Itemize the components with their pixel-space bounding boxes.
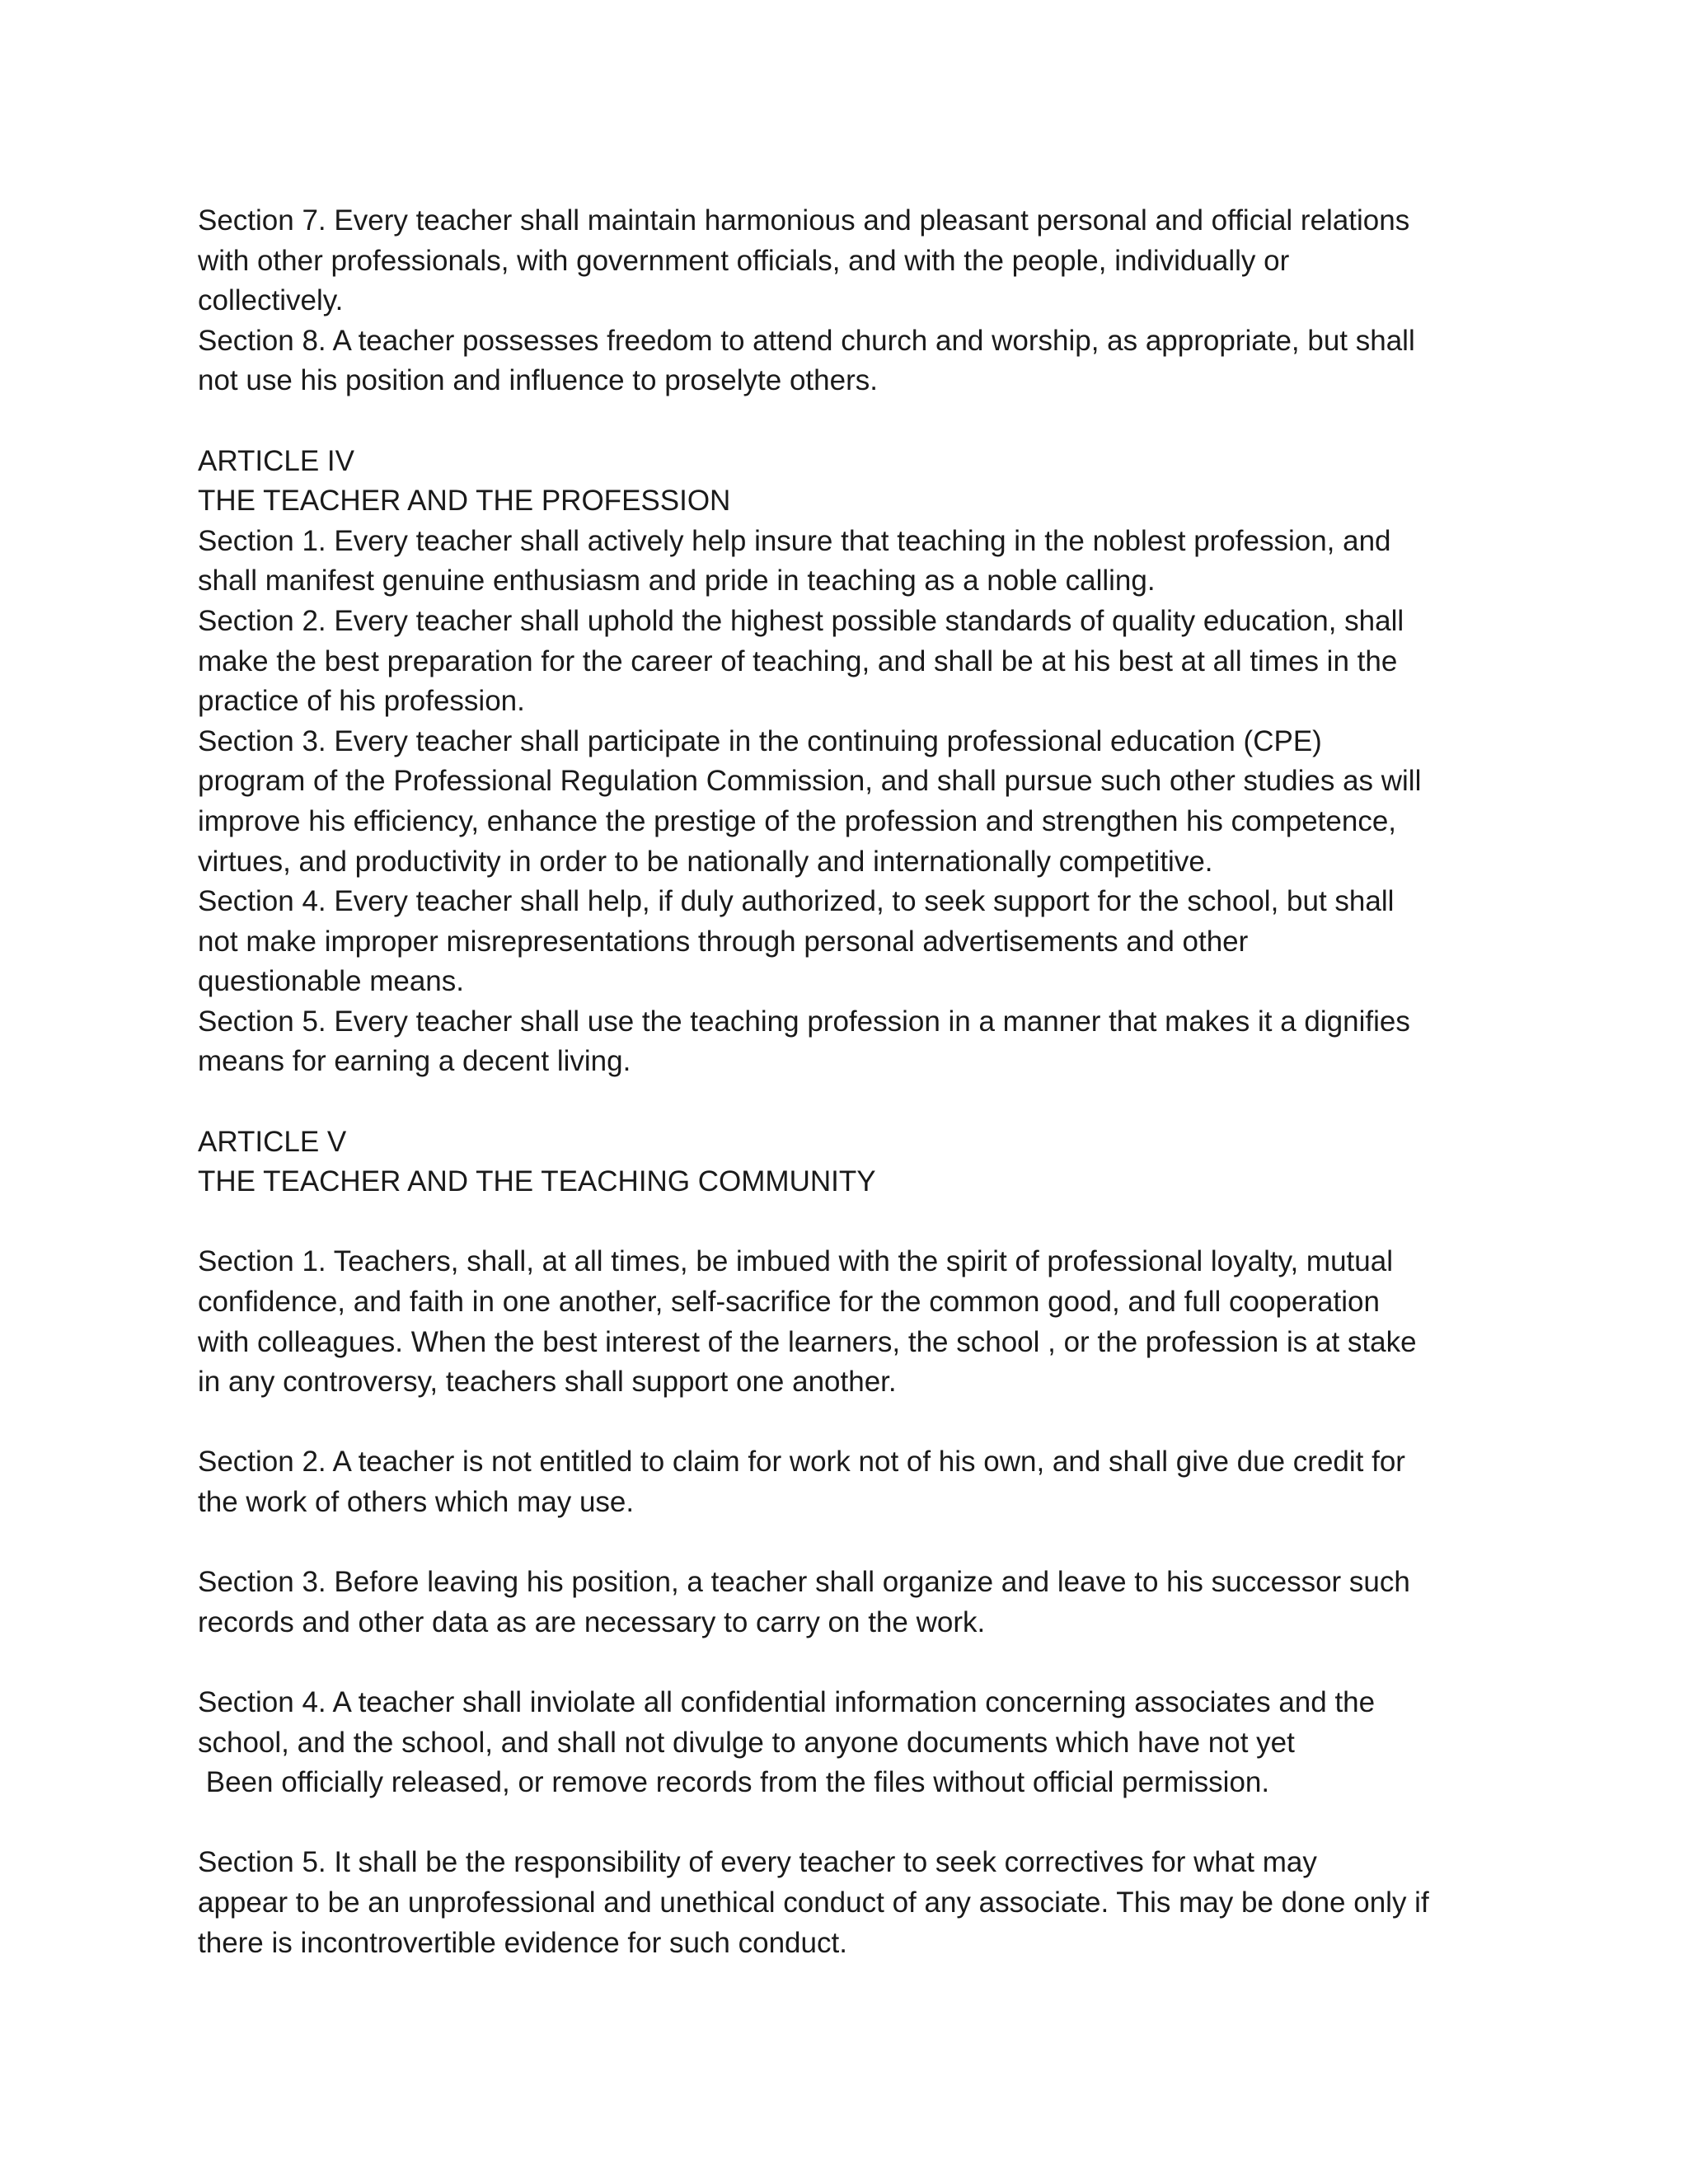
article-title: THE TEACHER AND THE TEACHING COMMUNITY [198,1165,876,1198]
text-line: Section 2. Every teacher shall uphold the highest possible standards of quality education, shall [198,604,1404,637]
blank-line [198,1523,1484,1563]
text-line: Section 3. Before leaving his position, a teacher shall organize and leave to his successor such [198,1566,1410,1599]
text-line: Section 7. Every teacher shall maintain harmonious and pleasant personal and official relations [198,204,1410,237]
article-heading: ARTICLE V [198,1125,347,1158]
text-line: confidence, and faith in one another, self-sacrifice for the common good, and full cooperation [198,1286,1380,1319]
blank-line [198,401,1484,442]
blank-line [198,1803,1484,1844]
text-line: shall manifest genuine enthusiasm and pride in teaching as a noble calling. [198,565,1156,598]
blank-line [198,1082,1484,1122]
text-line: improve his efficiency, enhance the prestige of the profession and strengthen his competence, [198,804,1397,837]
text-line: the work of others which may use. [198,1486,635,1518]
text-line: means for earning a decent living. [198,1045,631,1078]
text-line: not make improper misrepresentations through personal advertisements and other [198,925,1249,958]
blank-line [198,1403,1484,1443]
text-line: Been officially released, or remove records from the files without official permission. [198,1766,1270,1799]
text-line: with other professionals, with government officials, and with the people, individually or [198,244,1290,277]
document-page [198,201,1484,1963]
text-line: appear to be an unprofessional and unethical conduct of any associate. This may be done only if [198,1886,1429,1919]
text-line: with colleagues. When the best interest of the learners, the school , or the profession is at stake [198,1325,1417,1358]
text-line: practice of his profession. [198,685,525,718]
text-line: Section 5. It shall be the responsibility of every teacher to seek correctives for what may [198,1846,1317,1879]
article-heading: ARTICLE IV [198,444,354,477]
text-line: virtues, and productivity in order to be nationally and internationally competitive. [198,845,1213,878]
text-line: there is incontrovertible evidence for such conduct. [198,1926,847,1959]
text-line: program of the Professional Regulation Commission, and shall pursue such other studies as will [198,765,1422,798]
text-line: Section 4. Every teacher shall help, if duly authorized, to seek support for the school, but shall [198,885,1395,918]
text-line: not use his position and influence to proselyte others. [198,364,878,397]
text-line: Section 8. A teacher possesses freedom to attend church and worship, as appropriate, but shall [198,324,1415,357]
text-line: make the best preparation for the career of teaching, and shall be at his best at all times in the [198,644,1398,677]
article-title: THE TEACHER AND THE PROFESSION [198,485,731,518]
text-line: Section 1. Teachers, shall, at all times, be imbued with the spirit of professional loyalty, mutual [198,1245,1393,1278]
blank-line [198,1202,1484,1243]
text-line: Section 3. Every teacher shall participate in the continuing professional education (CPE) [198,724,1322,757]
text-line: school, and the school, and shall not divulge to anyone documents which have not yet [198,1726,1295,1759]
text-line: questionable means. [198,965,464,998]
text-line: in any controversy, teachers shall support one another. [198,1366,897,1399]
text-line: collectively. [198,284,344,317]
text-line: Section 2. A teacher is not entitled to claim for work not of his own, and shall give due credit for [198,1446,1405,1479]
blank-line [198,1643,1484,1683]
text-line: Section 1. Every teacher shall actively help insure that teaching in the noblest profession, and [198,524,1391,557]
text-line: records and other data as are necessary to carry on the work. [198,1605,986,1638]
text-line: Section 5. Every teacher shall use the teaching profession in a manner that makes it a dignifies [198,1005,1410,1038]
text-line: Section 4. A teacher shall inviolate all confidential information concerning associates and the [198,1685,1376,1718]
